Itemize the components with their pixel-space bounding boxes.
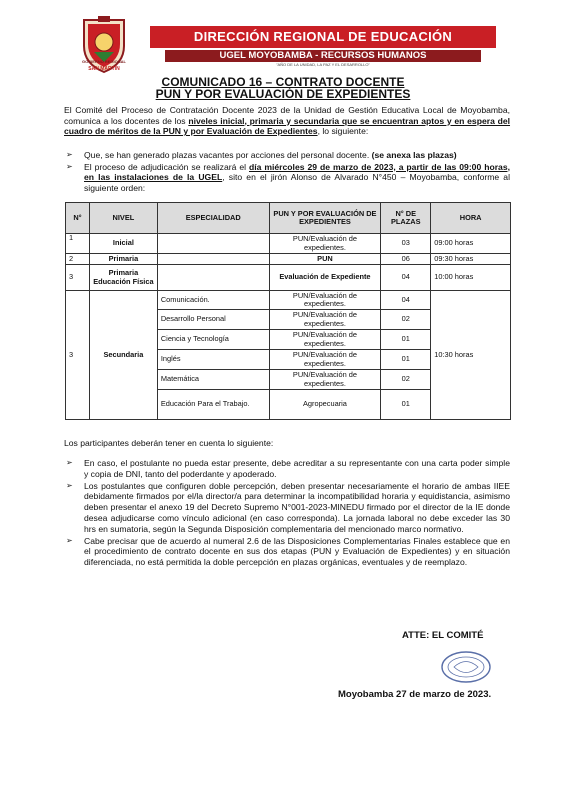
bullet-text: En caso, el postulante no pueda estar presente, debe acreditar a su representante con una carta poder simple y copia de DNI, tanto del poderdante y apoderado.	[84, 458, 510, 479]
participants-intro: Los participantes deberán tener en cuenta lo siguiente:	[64, 438, 274, 448]
cell-nivel: Inicial	[89, 234, 157, 254]
cell-plazas: 02	[381, 310, 431, 330]
cell-especialidad	[157, 234, 269, 254]
cell-especialidad: Matemática	[157, 370, 269, 390]
bullet-item	[64, 162, 510, 194]
cell-tipo: PUN/Evaluación de expedientes.	[269, 350, 381, 370]
document-subtitle: PUN Y POR EVALUACIÓN DE EXPEDIENTES	[155, 87, 411, 101]
cell-n: 3	[66, 265, 90, 291]
cell-tipo: Evaluación de Expediente	[269, 265, 381, 291]
intro-text-b: niveles inicial, primaria y secundaria que se encuentran aptos y en espera del cuadro de méritos de la PUN y por Evaluación de Expedientes	[64, 115, 511, 137]
cell-n: 1	[66, 234, 90, 254]
cell-nivel: Primaria	[89, 254, 157, 265]
arrow-bullet-icon: ➢	[66, 480, 73, 490]
intro-paragraph	[64, 105, 510, 137]
cell-especialidad: Inglés	[157, 350, 269, 370]
cell-especialidad: Ciencia y Tecnología	[157, 330, 269, 350]
bullet-item	[64, 536, 510, 568]
cell-plazas: 01	[381, 390, 431, 420]
bullet-item	[64, 481, 510, 535]
cell-nivel: Secundaria	[89, 291, 157, 420]
bullet-item	[64, 458, 510, 480]
cell-tipo: PUN/Evaluación de expedientes.	[269, 310, 381, 330]
cell-plazas: 03	[381, 234, 431, 254]
arrow-bullet-icon: ➢	[66, 535, 73, 545]
cell-especialidad	[157, 265, 269, 291]
cell-tipo: PUN/Evaluación de expedientes.	[269, 234, 381, 254]
document-date: Moyobamba 27 de marzo de 2023.	[338, 689, 492, 700]
cell-tipo: PUN/Evaluación de expedientes.	[269, 370, 381, 390]
cell-tipo: Agropecuaria	[269, 390, 381, 420]
table-row	[66, 254, 511, 265]
cell-hora: 10:00 horas	[431, 265, 511, 291]
document-title: COMUNICADO 16 – CONTRATO DOCENTE	[161, 75, 405, 89]
arrow-bullet-icon: ➢	[66, 161, 73, 171]
cell-tipo: PUN/Evaluación de expedientes.	[269, 291, 381, 310]
bullet-text: Los postulantes que configuren doble percepción, deben presentar necesariamente el horario de ambas IIEE debidamente firmados por el/la director/a para determinar la incompatibilidad horaria y equidistancia, asimismo deben presentar el anexo 19 del Decreto Supremo N°001-2023-MINEDU firmado por el director de la IE donde desea adjudicarse como vínculo adicional (en caso corresponda). La jornada laboral no debe exceder las 30 hrs en sumatoria, según la Segunda Disposición complementaria del mencionado marco normativo.	[84, 480, 510, 534]
cell-tipo: PUN	[269, 254, 381, 265]
bullet-text-a: El proceso de adjudicación se realizará el	[84, 161, 249, 172]
cell-plazas: 01	[381, 330, 431, 350]
header-banner: DIRECCIÓN REGIONAL DE EDUCACIÓN	[150, 26, 496, 48]
logo-region: SAN MARTÍN	[88, 66, 120, 72]
signature-line: ATTE: EL COMITÉ	[402, 630, 484, 641]
cell-hora: 10:30 horas	[431, 291, 511, 420]
bullet-text-a: Que, se han generado plazas vacantes por acciones del personal docente.	[84, 150, 372, 160]
arrow-bullet-icon: ➢	[66, 458, 73, 467]
col-header-hora: HORA	[431, 203, 511, 234]
col-header-especialidad: ESPECIALIDAD	[157, 203, 269, 234]
bullet-text-c: , sito en el jirón Alonso de Alvarado N°450 – Moyobamba, conforme al siguiente orden:	[84, 172, 510, 193]
bullet-text-b: día miércoles 29 de marzo de 2023, a partir de las 09:00 horas, en las instalaciones de la UGEL	[84, 161, 510, 183]
plazas-table	[65, 202, 511, 420]
cell-nivel: Primaria Educación Física	[89, 265, 157, 291]
cell-plazas: 04	[381, 291, 431, 310]
bullet-list-2	[64, 458, 510, 569]
cell-especialidad: Comunicación.	[157, 291, 269, 310]
cell-plazas: 04	[381, 265, 431, 291]
cell-n: 2	[66, 254, 90, 265]
intro-text-c: , lo siguiente:	[317, 126, 369, 137]
cell-especialidad: Educación Para el Trabajo.	[157, 390, 269, 420]
cell-especialidad	[157, 254, 269, 265]
logo-caption: GOBIERNO REGIONAL	[81, 59, 126, 64]
official-stamp-icon	[440, 650, 492, 684]
header-motto: "AÑO DE LA UNIDAD, LA PAZ Y EL DESARROLLO"	[276, 62, 370, 67]
cell-especialidad: Desarrollo Personal	[157, 310, 269, 330]
cell-hora: 09:00 horas	[431, 234, 511, 254]
bullet-text: Cabe precisar que de acuerdo al numeral 2.6 de las Disposiciones Complementarias Finales establece que en el procedimiento de contrato docente en sus dos etapas (PUN y Evaluación de Expedientes) y en situación diferenciada, no está permitida la doble percepción en plazas orgánicas, eventuales y de reemplazo.	[84, 535, 510, 568]
table-row	[66, 265, 511, 291]
col-header-plazas: N° DE PLAZAS	[381, 203, 431, 234]
header-subbanner: UGEL MOYOBAMBA - RECURSOS HUMANOS	[165, 50, 481, 62]
table-header-row	[66, 203, 511, 234]
bullet-list-1	[64, 150, 510, 194]
cell-plazas: 01	[381, 350, 431, 370]
arrow-bullet-icon: ➢	[66, 150, 73, 159]
intro-text-a: El Comité del Proceso de Contratación Docente 2023 de la Unidad de Gestión Educativa Local de Moyobamba, comunica a los docentes de los	[64, 105, 510, 126]
bullet-text-b: (se anexa las plazas)	[371, 150, 457, 160]
cell-n: 3	[66, 291, 90, 420]
cell-plazas: 02	[381, 370, 431, 390]
table-row	[66, 234, 511, 254]
table-row	[66, 291, 511, 310]
cell-tipo: PUN/Evaluación de expedientes.	[269, 330, 381, 350]
cell-plazas: 06	[381, 254, 431, 265]
col-header-n: N°	[66, 203, 90, 234]
bullet-item	[64, 150, 510, 161]
col-header-nivel: NIVEL	[89, 203, 157, 234]
col-header-tipo: PUN Y POR EVALUACIÓN DE EXPEDIENTES	[269, 203, 381, 234]
cell-hora: 09:30 horas	[431, 254, 511, 265]
